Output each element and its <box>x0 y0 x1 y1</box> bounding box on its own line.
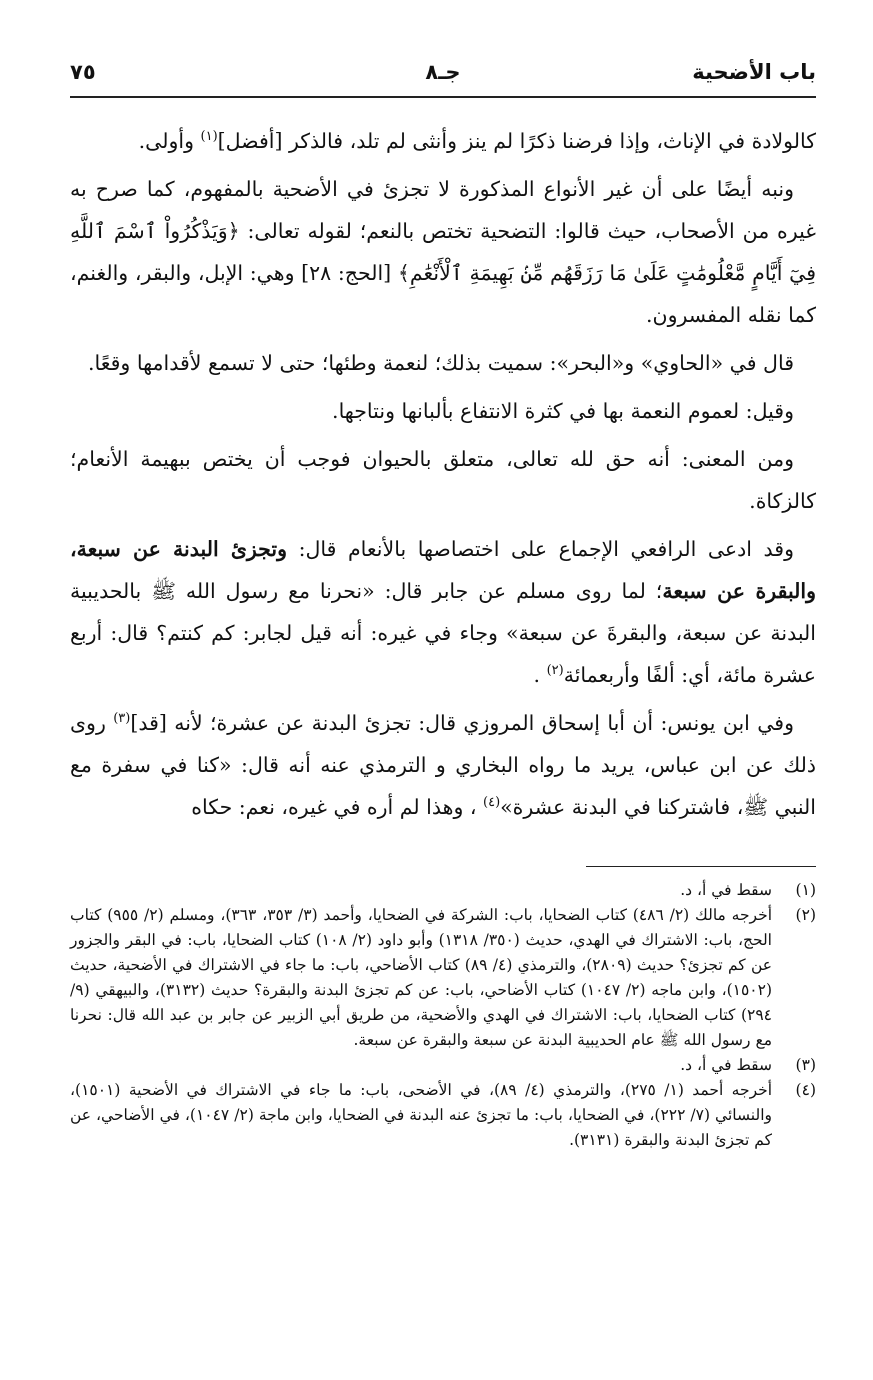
main-text <box>70 120 816 834</box>
footnote-ref-2: (٢) <box>546 663 564 679</box>
footnote <box>70 1053 816 1078</box>
footnote-text: أخرجه أحمد (١/ ٢٧٥)، والترمذي (٤/ ٨٩)، في الأضحى، باب: ما جاء في الاشتراك في الأضحية (١٥٠١)، والنسائي (٧/ ٢٢٢)، في الضحايا، باب: ما تجزئ عنه البدنة في الضحايا، وابن ماجة (٢/ ١٠٤٧)، في الأضاحي، عن كم تجزئ البدنة والبقرة (٣١٣١). <box>70 1081 773 1149</box>
footnote <box>70 878 816 903</box>
footnote-text: سقط في أ، د. <box>680 881 772 899</box>
footnote-number: (٤) <box>795 1081 816 1099</box>
footnote-ref-3: (٣) <box>113 711 131 727</box>
footnote-number: (٣) <box>795 1056 816 1074</box>
book-page <box>70 0 816 1380</box>
footnote <box>70 903 816 1053</box>
page-number: ٧٥ <box>70 60 96 84</box>
running-header <box>70 52 816 92</box>
matn-bold-text: وتجزئ البدنة عن سبعة، والبقرة عن سبعة <box>70 537 816 603</box>
footnotes <box>70 878 816 1153</box>
paragraph-2: ونبه أيضًا على أن غير الأنواع المذكورة لا تجزئ في الأضحية بالمفهوم، كما صرح به غيره من الأصحاب، حيث قالوا: التضحية تختص بالنعم؛ لقوله تعالى: ﴿وَيَذْكُرُواْ ٱسْمَ ٱللَّهِ فِيٓ أَيَّامٍ مَّعْلُومَٰتٍ عَلَىٰ مَا رَزَقَهُم مِّنۢ بَهِيمَةِ ٱلْأَنْعَٰمِ﴾ [الحج: ٢٨] وهي: الإبل، والبقر، والغنم، كما نقله المفسرون. <box>70 177 816 327</box>
paragraph-3: قال في «الحاوي» و«البحر»: سميت بذلك؛ لنعمة وطئها؛ حتى لا تسمع لأقدامها وقعًا. <box>87 351 794 375</box>
footnote-ref-4: (٤) <box>483 795 501 811</box>
paragraph-7: وفي ابن يونس: أن أبا إسحاق المروزي قال: تجزئ البدنة عن عشرة؛ لأنه [قد]$^{(٣)}$ روى ذلك عن ابن عباس، يريد ما رواه البخاري و الترمذي عنه أنه قال: «كنا في سفرة مع النبي ﷺ، فاشتركنا في البدنة عشرة»$^{(٤)}$ ، وهذا لم أره في غيره، نعم: حكاه <box>70 711 816 819</box>
header-divider <box>70 96 816 98</box>
footnote-text: أخرجه مالك (٢/ ٤٨٦) كتاب الضحايا، باب: الشركة في الضحايا، وأحمد (٣/ ٣٥٣، ٣٦٣)، ومسلم (٢/ ٩٥٥) كتاب الحج، باب: الاشتراك في الهدي، حديث (٣٥٠/ ١٣١٨) وأبو داود (٢/ ١٠٨) كتاب الضحايا، باب: في البقر والجزور عن كم تجزئ؟ حديث (٢٨٠٩)، والترمذي (٤/ ٨٩) كتاب الأضاحي، باب: ما جاء في الاشتراك في الأضحية، حديث (١٥٠٢)، وابن ماجه (٢/ ١٠٤٧) كتاب الأضاحي، باب: عن كم تجزئ البدنة والبقرة؟ حديث (٣١٣٢)، والبيهقي (٩/ ٢٩٤) كتاب الضحايا، باب: الاشتراك في الهدي والأضحية، من طريق أبي الزبير عن جابر بن عبد الله قال: نحرنا مع رسول الله ﷺ عام الحديبية البدنة عن سبعة والبقرة عن سبعة. <box>70 906 772 1049</box>
footnote-ref-1: (١) <box>200 129 218 145</box>
paragraph-6: وقد ادعى الرافعي الإجماع على اختصاصها بالأنعام قال: وتجزئ البدنة عن سبعة، والبقرة عن سبعة؛ لما روى مسلم عن جابر قال: «نحرنا مع رسول الله ﷺ بالحديبية البدنة عن سبعة، والبقرةَ عن سبعة» وجاء في غيره: أنه قيل لجابر: كم كنتم؟ قال: أربع عشرة مائة، أي: ألفًا وأربعمائة$^{(٢)}$ . <box>70 537 816 687</box>
paragraph-4: وقيل: لعموم النعمة بها في كثرة الانتفاع بألبانها ونتاجها. <box>332 399 794 423</box>
footnote-number: (١) <box>795 881 816 899</box>
footnote-text: سقط في أ، د. <box>680 1056 772 1074</box>
footnote-number: (٢) <box>795 906 816 924</box>
chapter-title: باب الأضحية <box>692 60 816 84</box>
footnote-divider <box>586 866 816 867</box>
paragraph-5: ومن المعنى: أنه حق لله تعالى، متعلق بالحيوان فوجب أن يختص ببهيمة الأنعام؛ كالزكاة. <box>70 447 816 513</box>
paragraph-1: كالولادة في الإناث، وإذا فرضنا ذكرًا لم ينز وأنثى لم تلد، فالذكر [أفضل]$^{(١)}$ وأولى. <box>138 129 816 153</box>
volume-label: جـ٨ <box>425 60 461 84</box>
footnote <box>70 1078 816 1153</box>
